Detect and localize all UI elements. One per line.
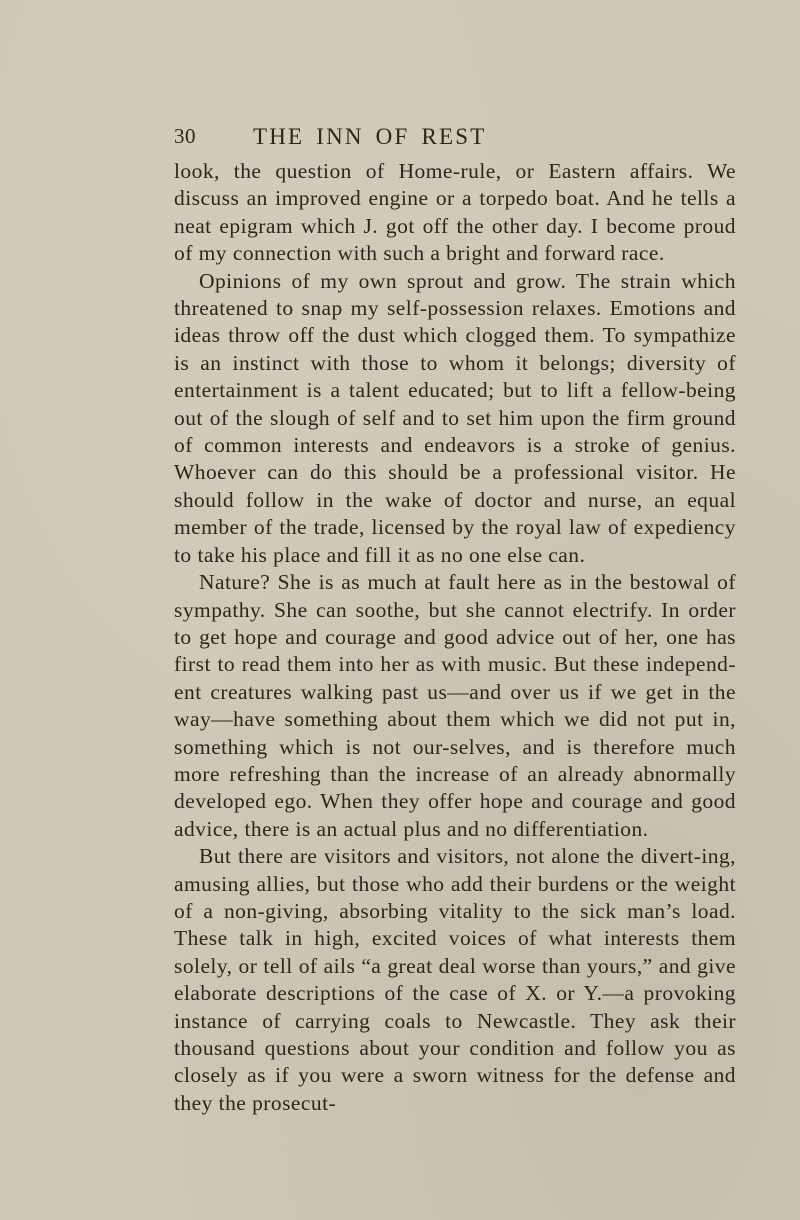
body-text: [174, 158, 736, 1117]
paragraph-4: But there are visitors and visitors, not alone the divert-ing, amusing allies, but those who add their burdens or the weight of a non-giving, absorbing vitality to the sick man’s load. These talk in high, excited voices of what interests them solely, or tell of ails “a great deal worse than yours,” and give elaborate descriptions of the case of X. or Y.—a provoking instance of carrying coals to Newcastle. They ask their thousand questions about your condition and follow you as closely as if you were a sworn witness for the defense and they the prosecut-: [174, 844, 736, 1115]
paragraph-1: look, the question of Home-rule, or Eastern affairs. We discuss an improved engine or a torpedo boat. And he tells a neat epigram which J. got off the other day. I become proud of my connection with such a bright and forward race.: [174, 159, 736, 266]
paragraph-3: Nature? She is as much at fault here as in the bestowal of sympathy. She can soothe, but she cannot electrify. In order to get hope and courage and good advice out of her, one has first to read them into her as with music. But these independ-ent creatures walking past us—and over us if we get in the way—have something about them which we did not put in, something which is not our-selves, and is therefore much more refreshing than the increase of an already abnormally developed ego. When they offer hope and courage and good advice, there is an actual plus and no differentiation.: [174, 570, 736, 841]
running-title: THE INN OF REST: [253, 124, 487, 149]
page-header: [174, 124, 734, 150]
page-number: 30: [174, 124, 196, 148]
paragraph-2: Opinions of my own sprout and grow. The strain which threatened to snap my self-possession relaxes. Emotions and ideas throw off the dust which clogged them. To sympathize is an instinct with those to whom it belongs; diversity of entertainment is a talent educated; but to lift a fellow-being out of the slough of self and to set him upon the firm ground of common interests and endeavors is a stroke of genius. Whoever can do this should be a professional visitor. He should follow in the wake of doctor and nurse, an equal member of the trade, licensed by the royal law of expediency to take his place and fill it as no one else can.: [174, 268, 736, 567]
